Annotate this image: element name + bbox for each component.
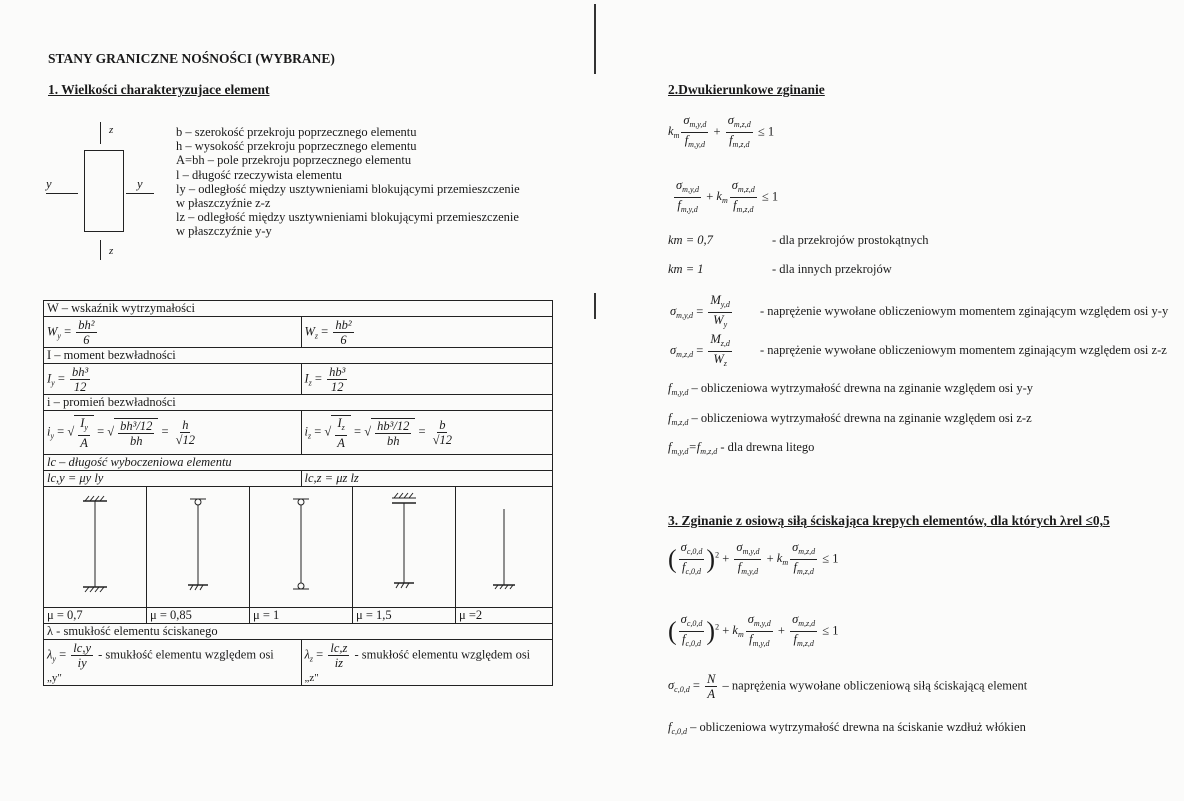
z-label-top: z: [109, 124, 114, 136]
section-3-heading: 3. Zginanie z osiową siłą ściskająca krepych elementów, dla których λrel ≤0,5: [668, 513, 1110, 528]
column-cantilever-icon: [459, 487, 549, 603]
km-other-value: km = 1: [668, 262, 704, 276]
symbol-legend: [176, 125, 520, 239]
y-label-right: y: [137, 177, 143, 191]
buckling-length-header: lc – długość wyboczeniowa elementu: [44, 455, 553, 471]
formula-lambda-z: $\lambda_z$ = $\frac{lc,z}{iz}$ - smukłość elementu względem osi „z": [301, 640, 553, 686]
sigma-my-desc: - naprężenie wywołane obliczeniowym momentem zginającym względem osi y-y: [760, 304, 1169, 318]
formula-radius-z: $i_z$ = √ $\frac{I_z}{A}$ = √ $\frac{\text{hb³/12}}{bh}$ = $\frac{b}{√12}$: [301, 411, 553, 455]
column-diagram-cantilever: [456, 487, 553, 608]
formula-radius-y: $i_y$ = √ $\frac{I_y}{A}$ = √ $\frac{\text{bh³/12}}{bh}$ = $\frac{h}{√12}$: [44, 411, 302, 455]
mu-value: μ =2: [456, 608, 553, 624]
combined-formula-1: ( $\frac{\sigma_{c,0,d}}{f_{c,0,d}}$ )$^2$ + $\frac{\sigma_{m,y,d}}{f_{m,y,d}}$ + $k_m$ $\frac{\sigma_{m,z,d}}{f_{m,z,d}}$ ≤ 1: [668, 540, 839, 576]
slenderness-header: λ - smukłość elementu ściskanego: [44, 624, 553, 640]
z-label-bottom: z: [109, 245, 114, 257]
mu-value: μ = 0,85: [147, 608, 250, 624]
fmyd-line: $f_{m,y,d}$ – obliczeniowa wytrzymałość drewna na zginanie względem osi y-y: [668, 381, 1034, 397]
z-axis-top-line: [100, 122, 101, 144]
legend-line: ly – odległość między usztywnieniami blokującymi przemieszczenie: [176, 181, 520, 196]
biaxial-formula-1: $k_m$ $\frac{\sigma_{m,y,d}}{f_{m,y,d}}$ + $\frac{\sigma_{m,z,d}}{f_{m,z,d}}$ ≤ 1: [668, 113, 775, 149]
column-diagram-pinned-pinned: [250, 487, 353, 608]
formula-lcz: lc,z = μz lz: [301, 471, 553, 487]
km-other-desc: - dla innych przekrojów: [772, 262, 892, 276]
mu-value: μ = 0,7: [44, 608, 147, 624]
mu-value: μ = 1,5: [353, 608, 456, 624]
km-rect-value: km = 0,7: [668, 233, 713, 247]
cross-section-rectangle: [84, 150, 124, 232]
legend-line: l – długość rzeczywista elementu: [176, 167, 342, 182]
column-fixed-sliding-icon: [356, 487, 452, 603]
legend-line: h – wysokość przekroju poprzecznego elementu: [176, 139, 417, 154]
fmzd-line: $f_{m,z,d}$ – obliczeniowa wytrzymałość drewna na zginanie względem osi z-z: [668, 411, 1032, 427]
mu-value: μ = 1: [250, 608, 353, 624]
y-axis-right-line: [126, 193, 154, 194]
radius-header: i – promień bezwładności: [44, 395, 553, 411]
y-axis-left-line: [46, 193, 78, 194]
page-title: STANY GRANICZNE NOŚNOŚCI (WYBRANE): [48, 51, 335, 66]
legend-line: lz – odległość między usztywnieniami blokującymi przemieszczenie: [176, 210, 519, 225]
z-axis-bottom-line: [100, 240, 101, 260]
fc0d-line: $f_{c,0,d}$ – obliczeniowa wytrzymałość drewna na ściskanie wzdłuż włókien: [668, 720, 1026, 736]
page-divider-top: [594, 4, 596, 74]
formula-lambda-y: $\lambda_y$ = $\frac{lc,y}{iy}$ - smukłość elementu względem osi „y": [44, 640, 302, 686]
formula-wy: $W_y$ = $\frac{\text{bh²}}{6}$: [44, 317, 302, 348]
column-pinned-pinned-icon: [253, 487, 349, 603]
w-header: W – wskaźnik wytrzymałości: [44, 301, 553, 317]
km-rect-desc: - dla przekrojów prostokątnych: [772, 233, 929, 247]
section-1-heading: 1. Wielkości charakteryzujace element: [48, 82, 270, 97]
column-diagram-fixed-fixed: [44, 487, 147, 608]
combined-formula-2: ( $\frac{\sigma_{c,0,d}}{f_{c,0,d}}$ )$^2 + k_m$ $\frac{\sigma_{m,y,d}}{f_{m,y,d}}$ + $\frac{\sigma_{m,z,d}}{f_{m,z,d}}$ ≤ 1: [668, 612, 839, 648]
section-2-heading: 2.Dwukierunkowe zginanie: [668, 82, 825, 97]
i-moment-header: I – moment bezwładności: [44, 348, 553, 364]
sigma-my-formula: $\sigma_{m,y,d}$ = $\frac{M_{y,d}}{W_y}$: [670, 293, 730, 329]
page-divider-mid: [594, 293, 596, 319]
sigma-mz-formula: $\sigma_{m,z,d}$ = $\frac{M_{z,d}}{W_z}$: [670, 332, 730, 368]
legend-line: w płaszczyźnie z-z: [176, 196, 271, 211]
formula-iy: $I_y$ = $\frac{\text{bh³}}{12}$: [44, 364, 302, 395]
formula-wz: $W_z$ = $\frac{\text{hb²}}{6}$: [301, 317, 553, 348]
equal-strength-line: $f_{m,y,d}=f_{m,z,d}$ - dla drewna litego: [668, 440, 815, 456]
legend-line: A=bh – pole przekroju poprzecznego elementu: [176, 153, 412, 168]
column-diagram-fixed-sliding: [353, 487, 456, 608]
biaxial-formula-2: $\frac{\sigma_{m,y,d}}{f_{m,y,d}}$ + $k_m$ $\frac{\sigma_{m,z,d}}{f_{m,z,d}}$ ≤ 1: [676, 178, 779, 214]
properties-table: [43, 300, 553, 686]
legend-line: w płaszczyźnie y-y: [176, 224, 272, 239]
sigma-mz-desc: - naprężenie wywołane obliczeniowym momentem zginającym względem osi z-z: [760, 343, 1167, 357]
formula-lcy: lc,y = μy ly: [44, 471, 302, 487]
formula-iz: $I_z$ = $\frac{\text{hb³}}{12}$: [301, 364, 553, 395]
sigma-c0d-formula: $\sigma_{c,0,d}$ = $\frac{N}{A}$ – naprężenia wywołane obliczeniową siłą ściskającą element: [668, 672, 1028, 701]
column-fixed-fixed-icon: [47, 487, 143, 603]
legend-line: b – szerokość przekroju poprzecznego elementu: [176, 125, 417, 139]
y-label-left: y: [46, 177, 52, 191]
column-pinned-fixed-icon: [150, 487, 246, 603]
column-diagram-pinned-fixed: [147, 487, 250, 608]
